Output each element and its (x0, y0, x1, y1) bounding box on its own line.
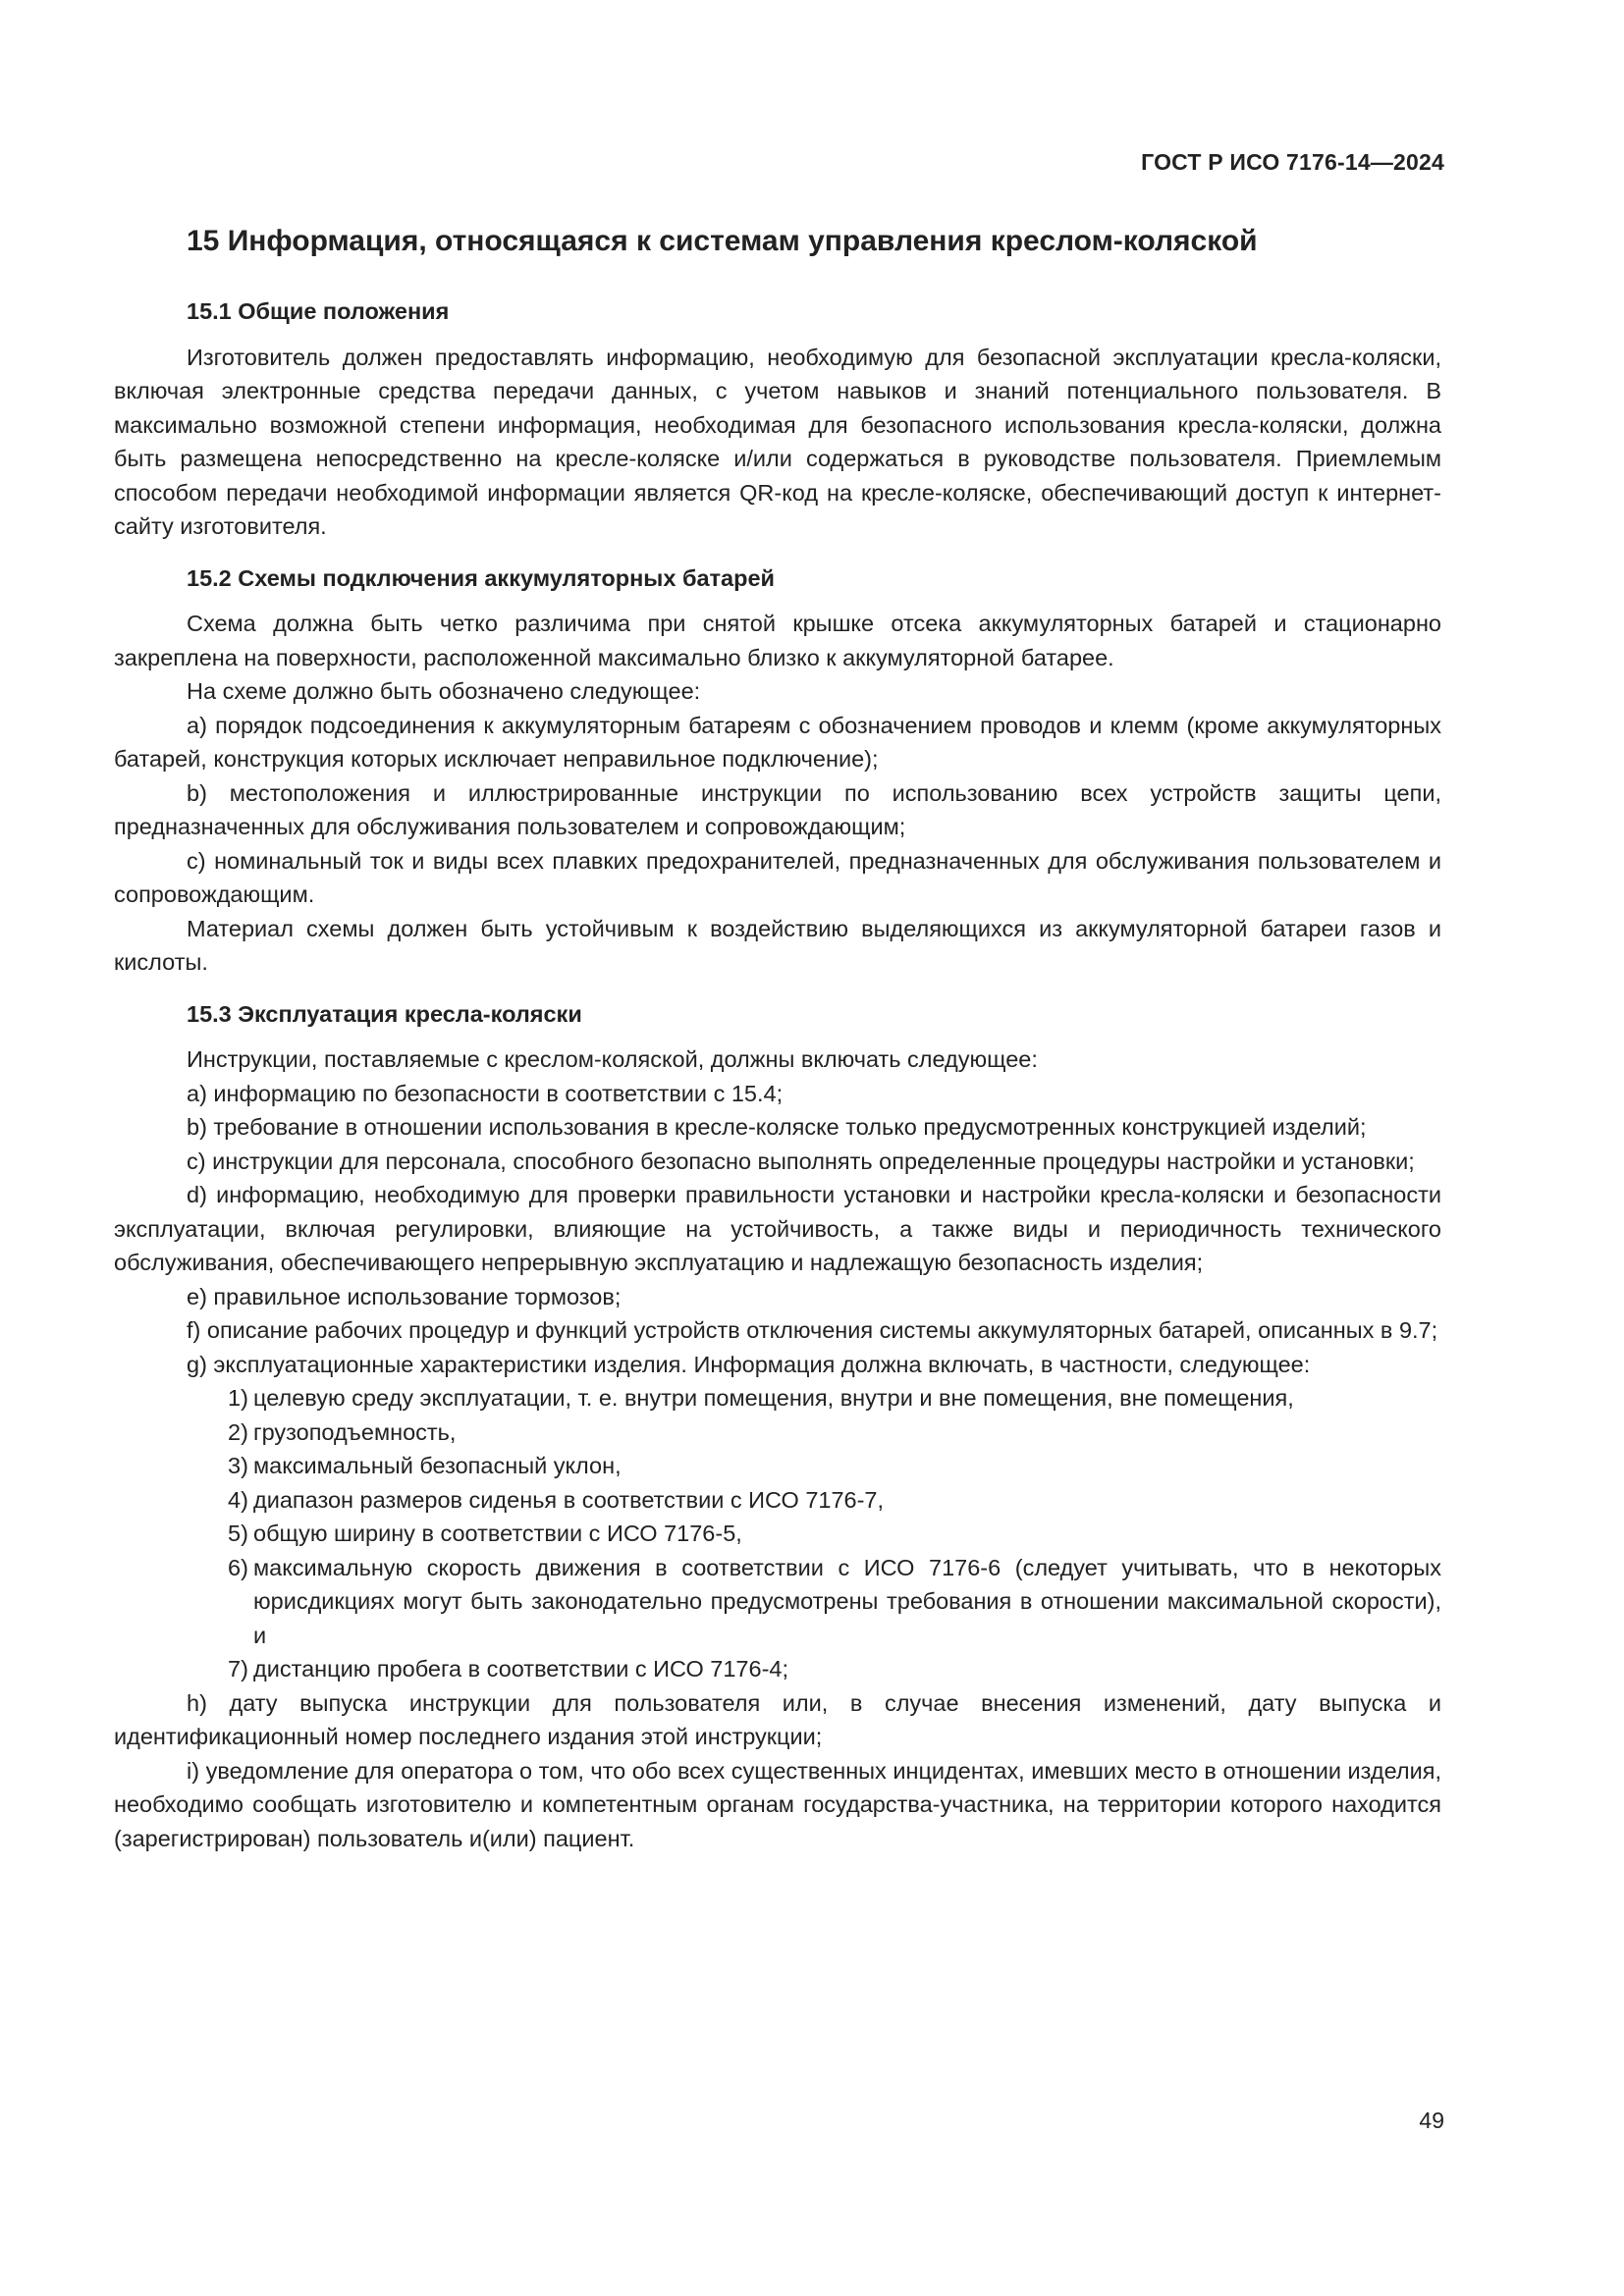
item-text: диапазон размеров сиденья в соответствии с ИСО 7176-7, (253, 1486, 885, 1513)
item-number: 3) (228, 1453, 248, 1479)
item-number: 4) (228, 1486, 248, 1513)
item-number: 5) (228, 1521, 248, 1547)
list-item: d) информацию, необходимую для проверки правильности установки и настройки кресла-коляски и безопасности эксплуатации, включая регулировки, влияющие на устойчивость, а также виды и периодичность технического обслуживания, обеспечивающего непрерывную эксплуатацию и надлежащую безопасность изделия; (114, 1182, 1441, 1276)
numbered-list (114, 1381, 1441, 1686)
list-item: a) порядок подсоединения к аккумуляторным батареям с обозначением проводов и клемм (кроме аккумуляторных батарей, конструкция которых исключает неправильное подключение); (114, 712, 1441, 773)
item-text: дистанцию пробега в соответствии с ИСО 7176-4; (253, 1656, 788, 1682)
item-text: целевую среду эксплуатации, т. е. внутри помещения, внутри и вне помещения, вне помещения, (253, 1385, 1294, 1412)
paragraph: Схема должна быть четко различима при снятой крышке отсека аккумуляторных батарей и стационарно закреплена на поверхности, расположенной максимально близко к аккумуляторной батарее. (114, 611, 1441, 670)
list-item: g) эксплуатационные характеристики изделия. Информация должна включать, в частности, следующее: (187, 1351, 1311, 1377)
list-item: c) инструкции для персонала, способного безопасно выполнять определенные процедуры настройки и установки; (187, 1148, 1415, 1174)
item-number: 6) (228, 1554, 248, 1580)
list-item: a) информацию по безопасности в соответствии с 15.4; (187, 1080, 784, 1106)
item-text: общую ширину в соответствии с ИСО 7176-5, (253, 1521, 742, 1547)
document-header: ГОСТ Р ИСО 7176-14—2024 (1141, 149, 1444, 175)
item-number: 2) (228, 1418, 248, 1445)
paragraph: Инструкции, поставляемые с креслом-коляской, должны включать следующее: (187, 1046, 1038, 1073)
item-text: максимальную скорость движения в соответствии с ИСО 7176-6 (следует учитывать, что в некоторых юрисдикциях могут быть законодательно предусмотрены требования в отношении максимальной скорости), и (253, 1554, 1441, 1648)
numbered-item (114, 1483, 1441, 1518)
list-item: b) требование в отношении использования в кресле-коляске только предусмотренных конструкцией изделий; (187, 1114, 1367, 1141)
item-number: 1) (228, 1385, 248, 1412)
numbered-item (114, 1449, 1441, 1483)
list-item: c) номинальный ток и виды всех плавких предохранителей, предназначенных для обслуживания пользователем и сопровождающим. (114, 847, 1441, 908)
page-number: 49 (1419, 2108, 1444, 2133)
item-text: максимальный безопасный уклон, (253, 1453, 622, 1479)
subsection-title-15-3: 15.3 Эксплуатация кресла-коляски (187, 1000, 582, 1027)
subsection-title-15-2: 15.2 Схемы подключения аккумуляторных батарей (187, 564, 775, 591)
section-title: 15 Информация, относящаяся к системам управления креслом-коляской (187, 225, 1258, 257)
item-number: 7) (228, 1656, 248, 1682)
numbered-item (114, 1415, 1441, 1450)
subsection-title-15-1: 15.1 Общие положения (187, 298, 450, 324)
numbered-item (114, 1652, 1441, 1686)
list-item: e) правильное использование тормозов; (187, 1283, 622, 1309)
item-text: грузоподъемность, (253, 1418, 457, 1445)
list-item: i) уведомление для оператора о том, что обо всех существенных инцидентах, имевших место в отношении изделия, необходимо сообщать изготовителю и компетентным органам государства-участника, на территории которого находится (зарегистрирован) пользователь и(или) пациент. (114, 1757, 1441, 1851)
paragraph: На схеме должно быть обозначено следующее: (187, 678, 701, 705)
numbered-item (114, 1381, 1441, 1415)
list-item: f) описание рабочих процедур и функций устройств отключения системы аккумуляторных батарей, описанных в 9.7; (187, 1317, 1438, 1344)
numbered-item (114, 1551, 1441, 1653)
list-item: h) дату выпуска инструкции для пользователя или, в случае внесения изменений, дату выпуска и идентификационный номер последнего издания этой инструкции; (114, 1689, 1441, 1750)
list-item: b) местоположения и иллюстрированные инструкции по использованию всех устройств защиты цепи, предназначенных для обслуживания пользователем и сопровождающим; (114, 779, 1441, 840)
paragraph: Материал схемы должен быть устойчивым к воздействию выделяющихся из аккумуляторной батареи газов и кислоты. (114, 915, 1441, 976)
document-body (114, 224, 1441, 1855)
paragraph: Изготовитель должен предоставлять информацию, необходимую для безопасной эксплуатации кресла-коляски, включая электронные средства передачи данных, с учетом навыков и знаний потенциального пользователя. В максимально возможной степени информация, необходимая для безопасного использования кресла-коляски, должна быть размещена непосредственно на кресле-коляске и/или содержаться в руководстве пользователя. Приемлемым способом передачи необходимой информации является QR-код на кресле-коляске, обеспечивающий доступ к интернет-сайту изготовителя. (114, 344, 1441, 540)
numbered-item (114, 1517, 1441, 1551)
